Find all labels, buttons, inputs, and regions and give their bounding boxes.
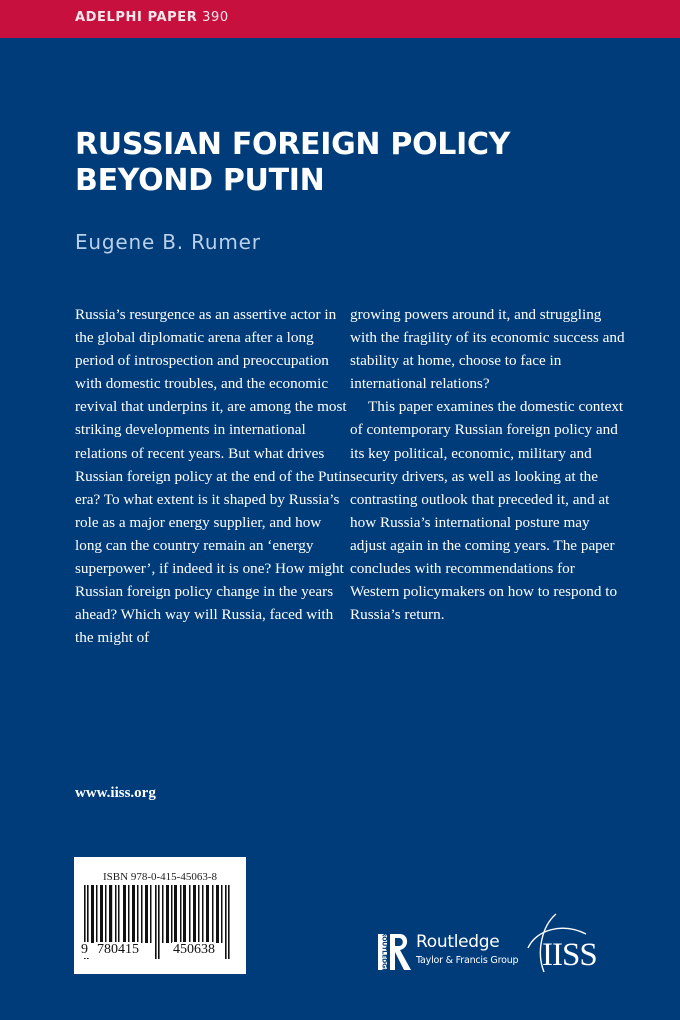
title-line-1: RUSSIAN FOREIGN POLICY	[75, 127, 511, 162]
publisher-group: Taylor & Francis Group	[416, 955, 519, 966]
isbn-barcode	[74, 857, 246, 974]
institute-name: IISS	[542, 937, 597, 973]
series-label	[75, 10, 229, 25]
website-link[interactable]: www.iiss.org	[75, 785, 156, 801]
book-title	[75, 127, 635, 199]
barcode-digits-right: 450638	[173, 942, 215, 957]
blurb-right-column	[350, 303, 625, 626]
isbn-label: ISBN 978-0-415-45063-8	[103, 871, 217, 883]
blurb-paragraph-2: This paper examines the domestic context of contemporary Russian foreign policy and its key political, economic, military and security drivers, as well as looking at the contrasting outlook that preceded it, and at how Russia’s international posture may adjust again in the coming years. The paper concludes with recommendations for Western policymakers on how to respond to Russia’s return.	[350, 398, 624, 624]
publisher-name: Routledge	[416, 932, 500, 952]
series-name: ADELPHI PAPER	[75, 10, 198, 25]
blurb-paragraph-1-continued: growing powers around it, and struggling with the fragility of its economic success and stability at home, choose to face in international relations?	[350, 306, 625, 393]
blurb-left-column	[75, 303, 350, 649]
series-number: 390	[202, 10, 229, 25]
iiss-logo	[522, 912, 622, 976]
routledge-vertical-text: ROUTLEDGE	[380, 932, 388, 972]
author-name: Eugene B. Rumer	[75, 230, 261, 254]
series-band	[0, 0, 680, 38]
title-line-2: BEYOND PUTIN	[75, 163, 325, 198]
routledge-logo	[378, 932, 518, 972]
routledge-r-icon	[378, 932, 414, 972]
barcode-digits-left: 780415	[97, 942, 139, 957]
barcode-digit-lead: 9	[81, 942, 88, 957]
blurb-paragraph-1: Russia’s resurgence as an assertive actor in the global diplomatic arena after a long period of introspection and preoccupation with domestic troubles, and the economic revival that underpins it, are among the most striking developments in international relations of recent years. But what drives Russian foreign policy at the end of the Putin era? To what extent is it shaped by Russia’s role as a major energy supplier, and how long can the country remain an ‘energy superpower’, if indeed it is one? How might Russian foreign policy change in the years ahead? Which way will Russia, faced with the might of	[75, 306, 351, 647]
